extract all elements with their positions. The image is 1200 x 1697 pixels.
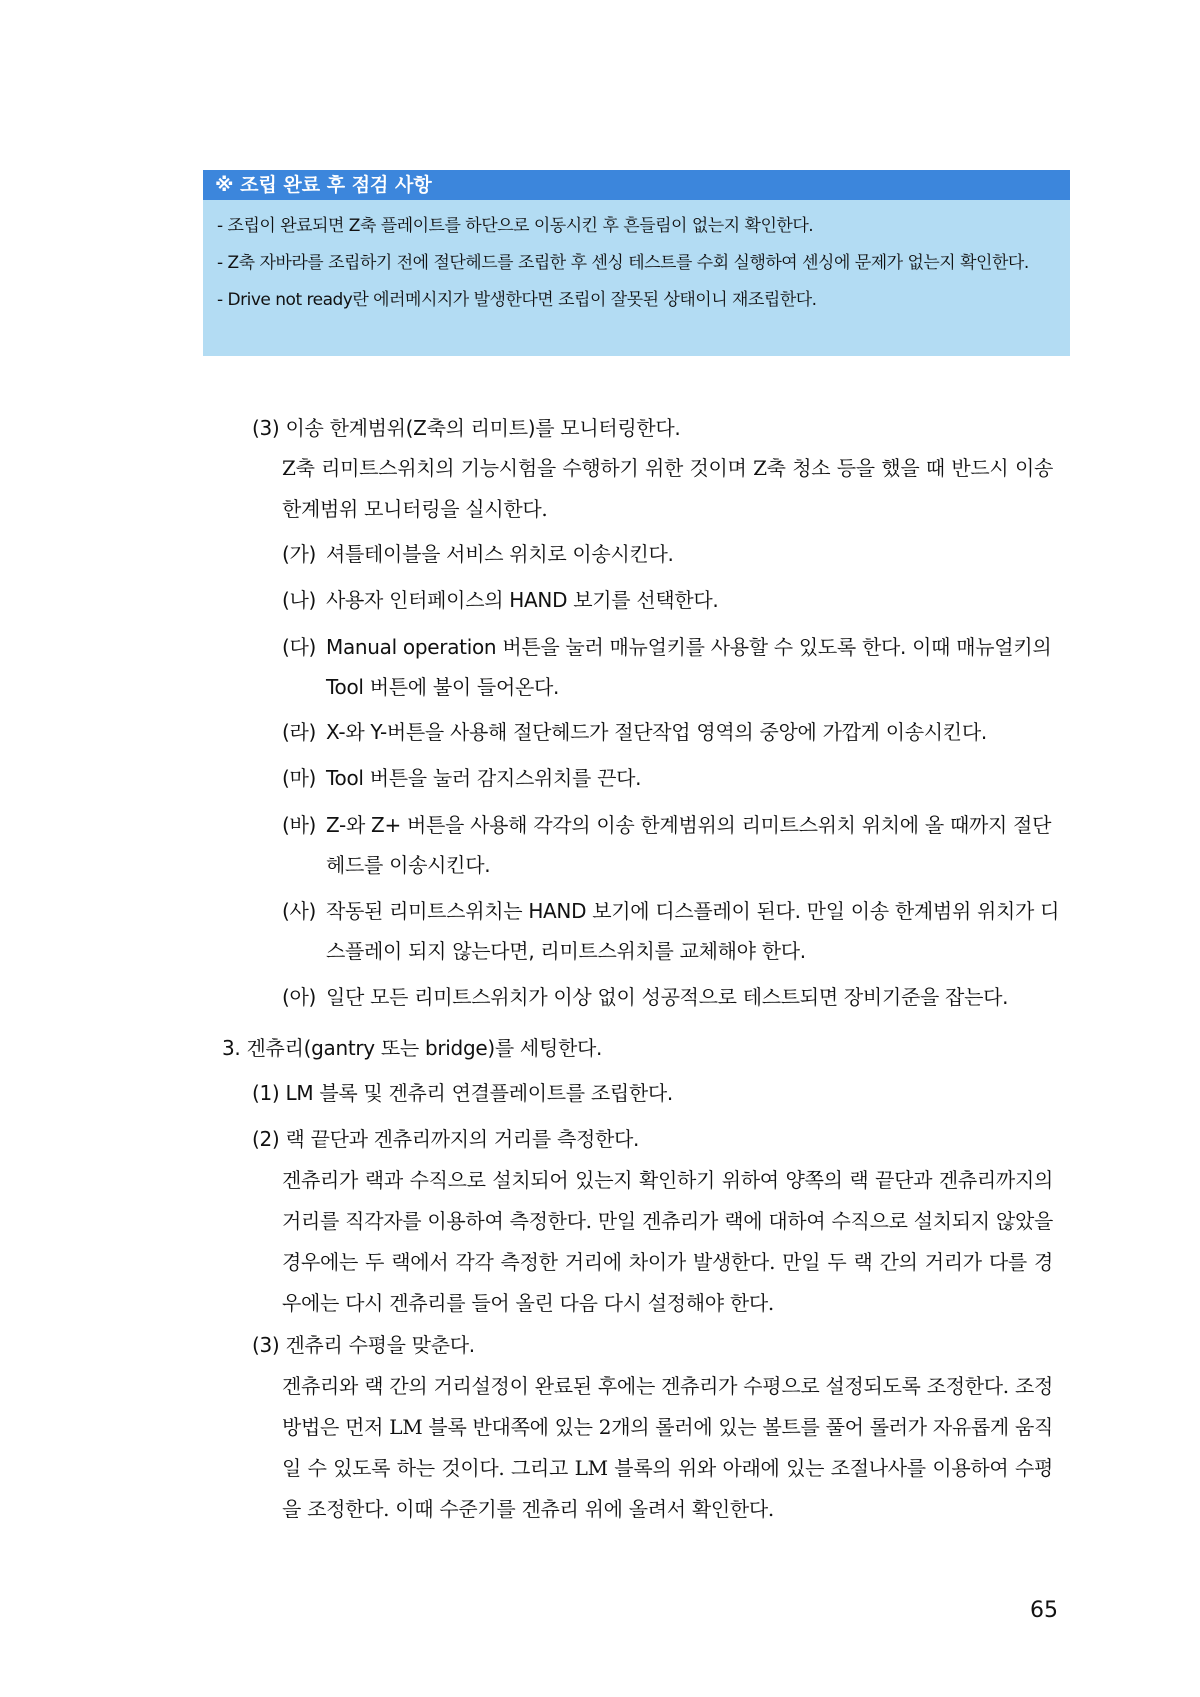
notice-item: - 조립이 완료되면 Z축 플레이트를 하단으로 이동시킨 후 흔들림이 없는지 확인한다. <box>217 216 814 236</box>
step-continuation: Tool 버튼에 불이 들어온다. <box>326 675 560 699</box>
step-item <box>282 891 1072 971</box>
step-marker: (다) <box>282 635 317 659</box>
step-marker: (나) <box>282 588 317 612</box>
inspection-notice-box <box>203 170 1070 356</box>
step-text: 셔틀테이블을 서비스 위치로 이송시킨다. <box>326 542 674 566</box>
step-text: Z-와 Z+ 버튼을 사용해 각각의 이송 한계범위의 리미트스위치 위치에 올 때까지 절단 <box>326 813 1052 837</box>
step-item <box>282 805 1072 885</box>
step-item <box>282 712 1072 752</box>
step-text: 작동된 리미트스위치는 HAND 보기에 디스플레이 된다. 만일 이송 한계범위 위치가 디 <box>326 899 1060 923</box>
subsection-heading: (2) 랙 끝단과 겐츄리까지의 거리를 측정한다. <box>252 1127 640 1151</box>
step-text: 일단 모든 리미트스위치가 이상 없이 성공적으로 테스트되면 장비기준을 잡는다. <box>326 985 1009 1009</box>
section-paragraph: Z축 리미트스위치의 기능시험을 수행하기 위한 것이며 Z축 청소 등을 했을 때 반드시 이송 한계범위 모니터링을 실시한다. <box>282 456 1053 521</box>
step-item <box>282 534 1062 574</box>
step-marker: (가) <box>282 542 317 566</box>
step-marker: (마) <box>282 766 317 790</box>
step-item <box>282 977 1072 1017</box>
step-text: X-와 Y-버튼을 사용해 절단헤드가 절단작업 영역의 중앙에 가깝게 이송시킨다. <box>326 720 987 744</box>
section-heading: (3) 이송 한계범위(Z축의 리미트)를 모니터링한다. <box>252 416 681 440</box>
notice-title: ※ 조립 완료 후 점검 사항 <box>203 170 1070 200</box>
notice-list <box>203 200 1070 313</box>
step-marker: (아) <box>282 985 317 1009</box>
step-text: Tool 버튼을 눌러 감지스위치를 끈다. <box>326 766 642 790</box>
notice-item: - Z축 자바라를 조립하기 전에 절단헤드를 조립한 후 센싱 테스트를 수회 실행하여 센싱에 문제가 없는지 확인한다. <box>217 253 1029 273</box>
notice-item: - Drive not ready란 에러메시지가 발생한다면 조립이 잘못된 상태이니 재조립한다. <box>217 290 817 310</box>
page-number: 65 <box>1030 1598 1058 1623</box>
subsection-paragraph: 겐츄리가 랙과 수직으로 설치되어 있는지 확인하기 위하여 양쪽의 랙 끝단과 겐츄리까지의 거리를 직각자를 이용하여 측정한다. 만일 겐츄리가 랙에 대하여 수직으로 설치되지 않았을 경우에는 두 랙에서 각각 측정한 거리에 차이가 발생한다. 만일 두 랙 간의 거리가 다를 경우에는 다시 겐츄리를 들어 올린 다음 다시 설정해야 한다. <box>282 1168 1053 1315</box>
step-marker: (라) <box>282 720 317 744</box>
step-marker: (바) <box>282 813 317 837</box>
subsection-heading: (3) 겐츄리 수평을 맞춘다. <box>252 1333 475 1357</box>
step-marker: (사) <box>282 899 317 923</box>
section-heading: 3. 겐츄리(gantry 또는 bridge)를 세팅한다. <box>222 1036 603 1060</box>
subsection-paragraph: 겐츄리와 랙 간의 거리설정이 완료된 후에는 겐츄리가 수평으로 설정되도록 조정한다. 조정방법은 먼저 LM 블록 반대쪽에 있는 2개의 롤러에 있는 볼트를 풀어 롤러가 자유롭게 움직일 수 있도록 하는 것이다. 그리고 LM 블록의 위와 아래에 있는 조절나사를 이용하여 수평을 조정한다. 이때 수준기를 겐츄리 위에 올려서 확인한다. <box>282 1374 1054 1521</box>
subsection-heading: (1) LM 블록 및 겐츄리 연결플레이트를 조립한다. <box>252 1081 673 1105</box>
step-text: 사용자 인터페이스의 HAND 보기를 선택한다. <box>326 588 719 612</box>
step-continuation: 헤드를 이송시킨다. <box>326 853 491 877</box>
step-text: Manual operation 버튼을 눌러 매뉴얼키를 사용할 수 있도록 한다. 이때 매뉴얼키의 <box>326 635 1052 659</box>
step-item <box>282 580 1062 620</box>
step-continuation: 스플레이 되지 않는다면, 리미트스위치를 교체해야 한다. <box>326 939 806 963</box>
step-item <box>282 758 1062 798</box>
step-item <box>282 627 1072 707</box>
